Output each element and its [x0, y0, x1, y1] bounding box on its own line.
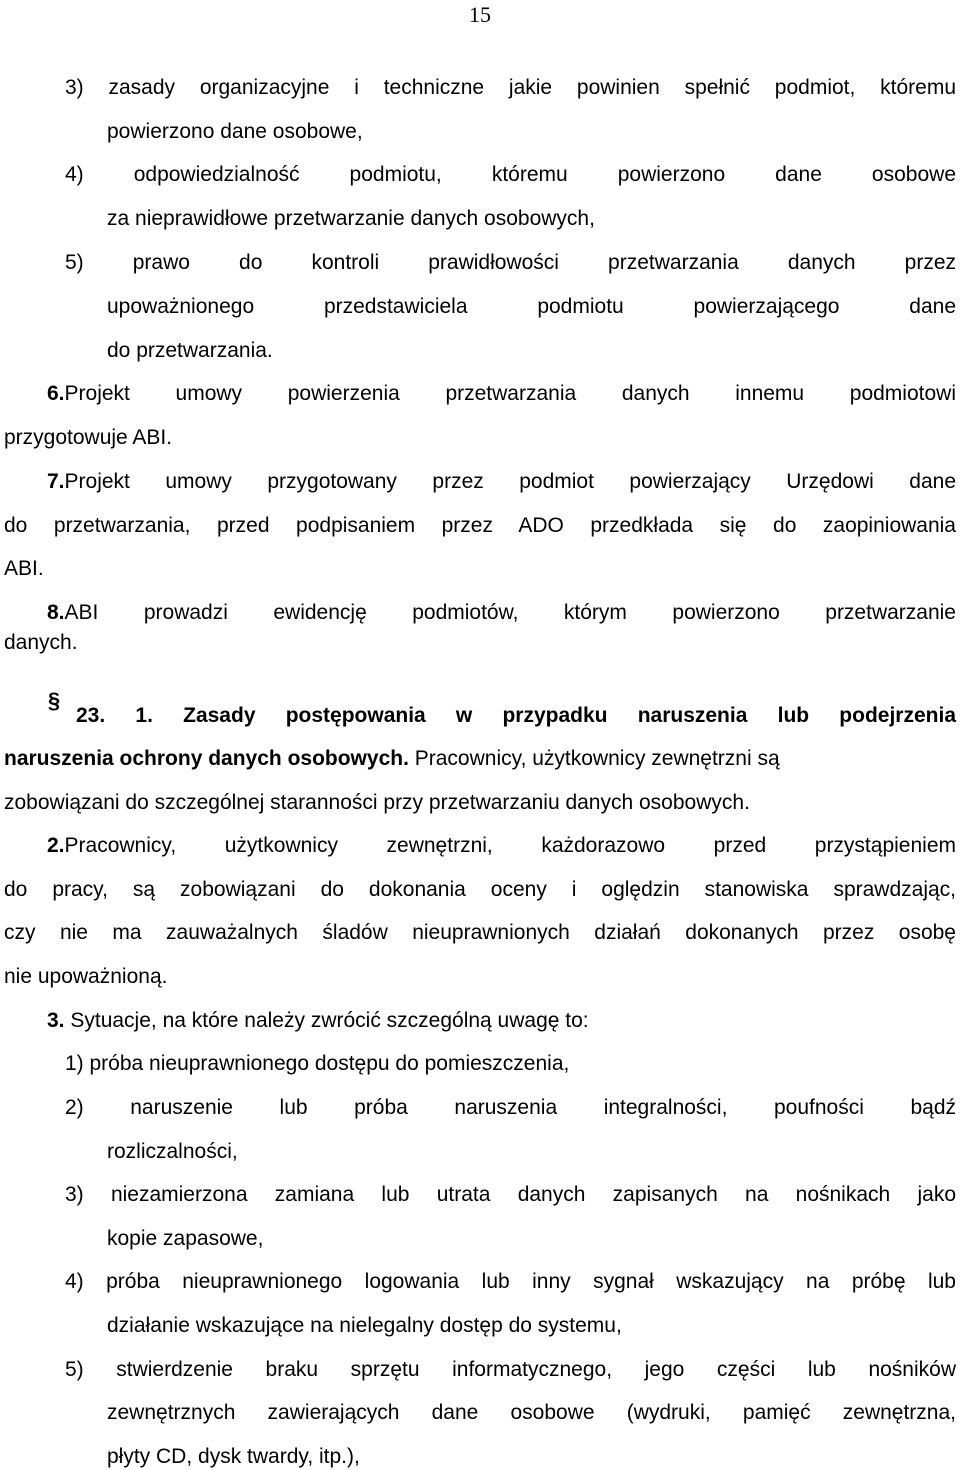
text-line: zobowiązani do szczególnej staranności przy przetwarzaniu danych osobowych. [4, 791, 750, 814]
text-line: za nieprawidłowe przetwarzanie danych osobowych, [107, 207, 595, 230]
text-line: upoważnionego przedstawiciela podmiotu powierzającego dane [107, 295, 956, 318]
text-line: do przetwarzania, przed podpisaniem przez ADO przedkłada się do zaopiniowania [4, 514, 956, 537]
list-item-continuation: zewnętrznych zawierających dane osobowe (wydruki, pamięć zewnętrzna, [107, 1401, 956, 1424]
list-item: 2) naruszenie lub próba naruszenia integralności, poufności bądź [65, 1096, 956, 1119]
paragraph-2-line [47, 833, 956, 859]
paragraph-number: 7. [47, 470, 65, 493]
text-line: do przetwarzania. [107, 339, 273, 362]
svg-text:§: § [47, 688, 61, 713]
text-line: 3) zasady organizacyjne i techniczne jakie powinien spełnić podmiot, któremu [65, 76, 956, 99]
text-line: Pracownicy, użytkownicy zewnętrzni, każdorazowo przed przystąpieniem [64, 834, 956, 857]
paragraph-number: 2. [47, 834, 65, 857]
list-item-continuation: rozliczalności, [107, 1140, 238, 1163]
list-item-continuation: działanie wskazujące na nielegalny dostęp do systemu, [107, 1314, 622, 1337]
paragraph-number: 3. [47, 1009, 65, 1032]
text-line: powierzono dane osobowe, [107, 120, 363, 143]
list-item-continuation: kopie zapasowe, [107, 1227, 264, 1250]
text-line: nie upoważnioną. [4, 965, 168, 988]
text-line: Projekt umowy przygotowany przez podmiot powierzający Urzędowi dane [64, 470, 956, 493]
page-number: 15 [469, 2, 491, 27]
text-line: czy nie ma zauważalnych śladów nieuprawnionych działań dokonanych przez osobę [4, 921, 956, 944]
paragraph-3-line [47, 1008, 589, 1034]
section-heading: 23. 1. Zasady postępowania w przypadku naruszenia lub podejrzenia [76, 704, 956, 727]
list-item: 4) próba nieuprawnionego logowania lub inny sygnał wskazujący na próbę lub [65, 1270, 956, 1293]
text-line: do pracy, są zobowiązani do dokonania oceny i oględzin stanowiska sprawdzając, [4, 878, 956, 901]
list-item: 3) niezamierzona zamiana lub utrata danych zapisanych na nośnikach jako [65, 1183, 956, 1206]
section-sign-icon [47, 686, 61, 714]
text-line: danych. [4, 631, 78, 654]
paragraph-8-line [47, 600, 956, 626]
list-item: 1) próba nieuprawnionego dostępu do pomieszczenia, [65, 1052, 570, 1075]
text-line: Projekt umowy powierzenia przetwarzania danych innemu podmiotowi [64, 382, 956, 405]
paragraph-7-line [47, 469, 956, 495]
text-line: 4) odpowiedzialność podmiotu, któremu powierzono dane osobowe [65, 163, 956, 186]
section-heading-continuation [4, 746, 780, 772]
paragraph-number: 6. [47, 382, 65, 405]
paragraph-6-line [47, 381, 956, 407]
text-line: 5) prawo do kontroli prawidłowości przetwarzania danych przez [65, 251, 956, 274]
text-line: Pracownicy, użytkownicy zewnętrzni są [408, 747, 780, 770]
text-line: Sytuacje, na które należy zwrócić szczególną uwagę to: [64, 1009, 589, 1032]
text-line: ABI prowadzi ewidencję podmiotów, którym powierzono przetwarzanie [64, 601, 956, 624]
list-item: 5) stwierdzenie braku sprzętu informatycznego, jego części lub nośników [65, 1358, 956, 1381]
list-item-continuation: płyty CD, dysk twardy, itp.), [107, 1445, 360, 1468]
text-line: przygotowuje ABI. [4, 426, 173, 449]
section-heading-text: naruszenia ochrony danych osobowych. [4, 747, 409, 770]
text-line: ABI. [4, 557, 44, 580]
paragraph-number: 8. [47, 601, 65, 624]
